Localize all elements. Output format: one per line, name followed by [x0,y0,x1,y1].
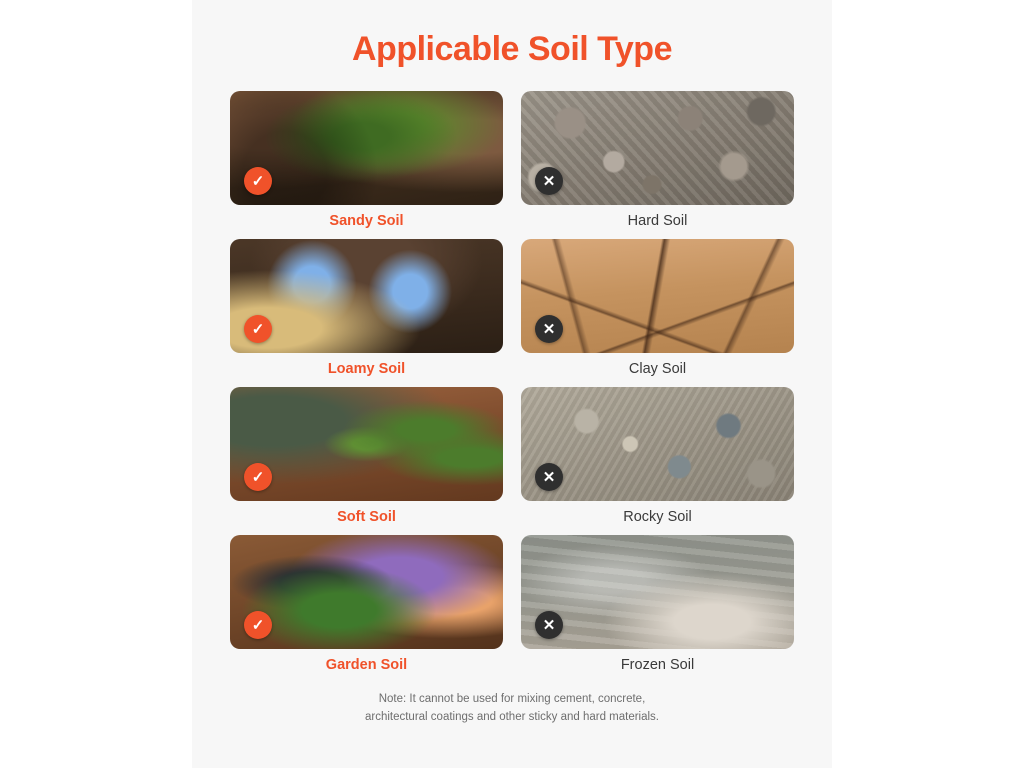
cross-icon: ✕ [535,611,563,639]
page-title: Applicable Soil Type [352,30,672,68]
footnote-line-1: Note: It cannot be used for mixing cement, concrete, [378,693,646,705]
check-icon: ✓ [244,611,272,639]
soil-image-rocky [521,387,794,501]
cross-icon: ✕ [535,167,563,195]
footnote [192,691,832,727]
soil-label-garden: Garden Soil [325,657,408,673]
soil-image-loamy [230,239,503,353]
soil-card-loamy [230,239,503,379]
soil-image-hard [521,91,794,205]
soil-image-frozen [521,535,794,649]
soil-image-sandy [230,91,503,205]
soil-card-garden [230,535,503,675]
check-icon: ✓ [244,463,272,491]
soil-card-rocky [521,387,794,527]
soil-label-hard: Hard Soil [627,213,688,229]
soil-type-grid [192,91,832,675]
content-sheet [192,0,832,768]
soil-label-sandy: Sandy Soil [329,213,404,229]
check-icon: ✓ [244,167,272,195]
check-icon: ✓ [244,315,272,343]
soil-label-clay: Clay Soil [628,361,687,377]
soil-card-clay [521,239,794,379]
soil-image-clay [521,239,794,353]
soil-label-soft: Soft Soil [337,509,396,525]
soil-label-frozen: Frozen Soil [620,657,695,673]
soil-card-frozen [521,535,794,675]
soil-card-soft [230,387,503,527]
cross-icon: ✕ [535,463,563,491]
soil-image-garden [230,535,503,649]
soil-label-rocky: Rocky Soil [623,509,692,525]
soil-card-hard [521,91,794,231]
soil-image-soft [230,387,503,501]
soil-label-loamy: Loamy Soil [327,361,406,377]
soil-card-sandy [230,91,503,231]
footnote-line-2: architectural coatings and other sticky and hard materials. [364,710,660,723]
cross-icon: ✕ [535,315,563,343]
